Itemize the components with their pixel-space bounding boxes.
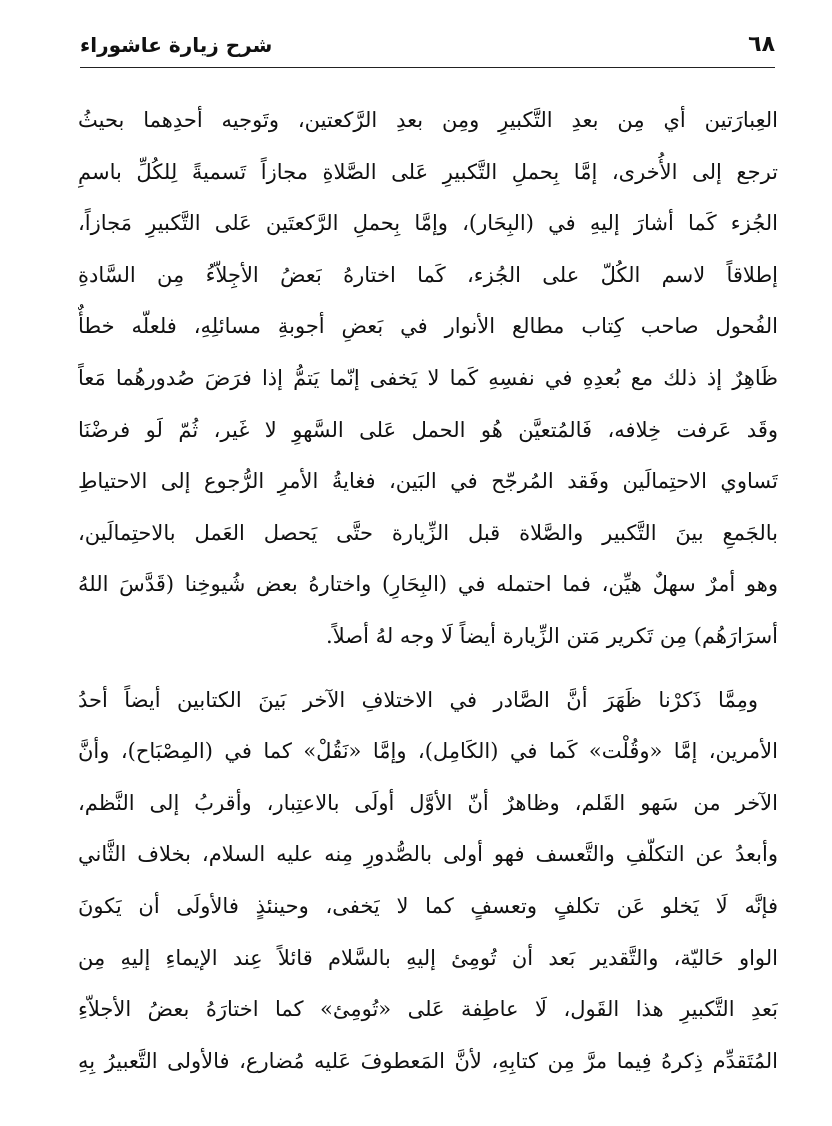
text-line: العِبارَتين أي مِن بعدِ التَّكبيرِ ومِن بعدِ الرَّكعتين، وتَوجيه أحدِهما بحيثُ — [78, 108, 778, 132]
text-line: وأبعدُ عن التكلّفِ والتَّعسف فهو أولى بالصُّدورِ مِنه عليه السلام، بخلاف الثَّاني — [78, 842, 778, 867]
text-line: الواو حَاليّة، والتَّقدير بَعد أن تُومِئ إليهِ بالسَّلام قائلاً عِند الإيماءِ إليهِ مِن — [78, 945, 778, 970]
header-rule — [80, 67, 775, 68]
text-line: بَعدِ التَّكبيرِ هذا القَول، لَا عاطِفة عَلى «تُومِئ» كما اختارَهُ بعضُ الأجلاّءِ — [78, 997, 778, 1022]
running-title: شرح زيارة عاشوراء — [80, 33, 273, 57]
text-line: فإنَّه لَا يَخلو عَن تكلفٍ وتعسفٍ كما لا يَخفى، وحينئذٍ فالأولَى أن يَكونَ — [78, 893, 778, 918]
text-line: تَساوي الاحتِمالَين وفَقد المُرجّح في البَين، فغايةُ الأمرِ الرُّجوع إلى الاحتياطِ — [78, 469, 778, 494]
text-line: ومِمَّا ذَكرْنا ظَهَرَ أنَّ الصَّادر في الاختلافِ الآخر بَينَ الكتابين أيضاً أحدُ — [78, 687, 758, 712]
page-number: ٦٨ — [748, 32, 775, 57]
text-line: الأمرين، إمَّا «وقُلْت» كَما في (الكَامِل)، وإمَّا «نَقُلْ» كما في (المِصْبَاح)، وأنَّ — [78, 739, 778, 764]
text-line: إطلاقاً لاسم الكُلّ على الجُزء، كَما اختارهُ بَعضُ الأجِلاّءُ مِن السَّادةِ — [78, 262, 778, 287]
paragraph-2 — [78, 675, 778, 1088]
text-line: ظَاهِرٌ إذ ذلك مع بُعدِهِ في نفسِهِ كَما لا يَخفى إنّما يَتمُّ إذا فرَضَ صُدورهُما مَعاً — [78, 365, 778, 390]
text-line: وهو أمرٌ سهلٌ هيِّن، فما احتمله في (البِحَارِ) واختارهُ بعض شُيوخِنا (قَدَّسَ اللهُ — [78, 572, 778, 597]
page-header — [80, 30, 775, 68]
paragraph-gap — [78, 663, 778, 675]
text-line: الآخر من سَهو القَلم، وظاهرٌ أنّ الأوَّل أولَى بالاعتِبار، وأقربُ إلى النَّظم، — [78, 790, 778, 815]
text-line: بالجَمعِ بينَ التَّكبير والصَّلاة قبل الزِّيارة حتَّى يَحصل العَمل بالاحتِمالَين، — [78, 520, 778, 545]
paragraph-1 — [78, 95, 778, 663]
text-line: ترجع إلى الأُخرى، إمَّا بِحملِ التَّكبيرِ عَلى الصَّلاةِ مجازاً تَسميةً لِلكُلِّ باسمِ — [78, 159, 778, 184]
text-line: الجُزء كَما أشارَ إليهِ في (البِحَار)، وإمَّا بِحملِ الرَّكعتَين عَلى التَّكبيرِ مَجازاً، — [78, 211, 778, 236]
text-line: الفُحول صاحب كِتاب مطالع الأنوار في بَعضِ أجوبةِ مسائلِهِ، فلعلّه خطأٌ — [78, 314, 778, 339]
text-line: أسرَارَهُم) مِن تَكرير مَتن الزِّيارة أيضاً لَا وجه لهُ أصلاً. — [326, 623, 778, 648]
text-line: وقَد عَرفت خِلافه، فَالمُتعيَّن هُو الحمل عَلى السَّهوِ لا غَير، ثُمّ لَو فرضْنَا — [78, 417, 778, 442]
body-text — [78, 95, 778, 1087]
text-line: المُتَقدِّم ذِكرهُ فِيما مرَّ مِن كتابِهِ، لأنَّ المَعطوفَ عَليه مُضارع، فالأولى التَّعبيرُ بِهِ — [78, 1048, 778, 1073]
